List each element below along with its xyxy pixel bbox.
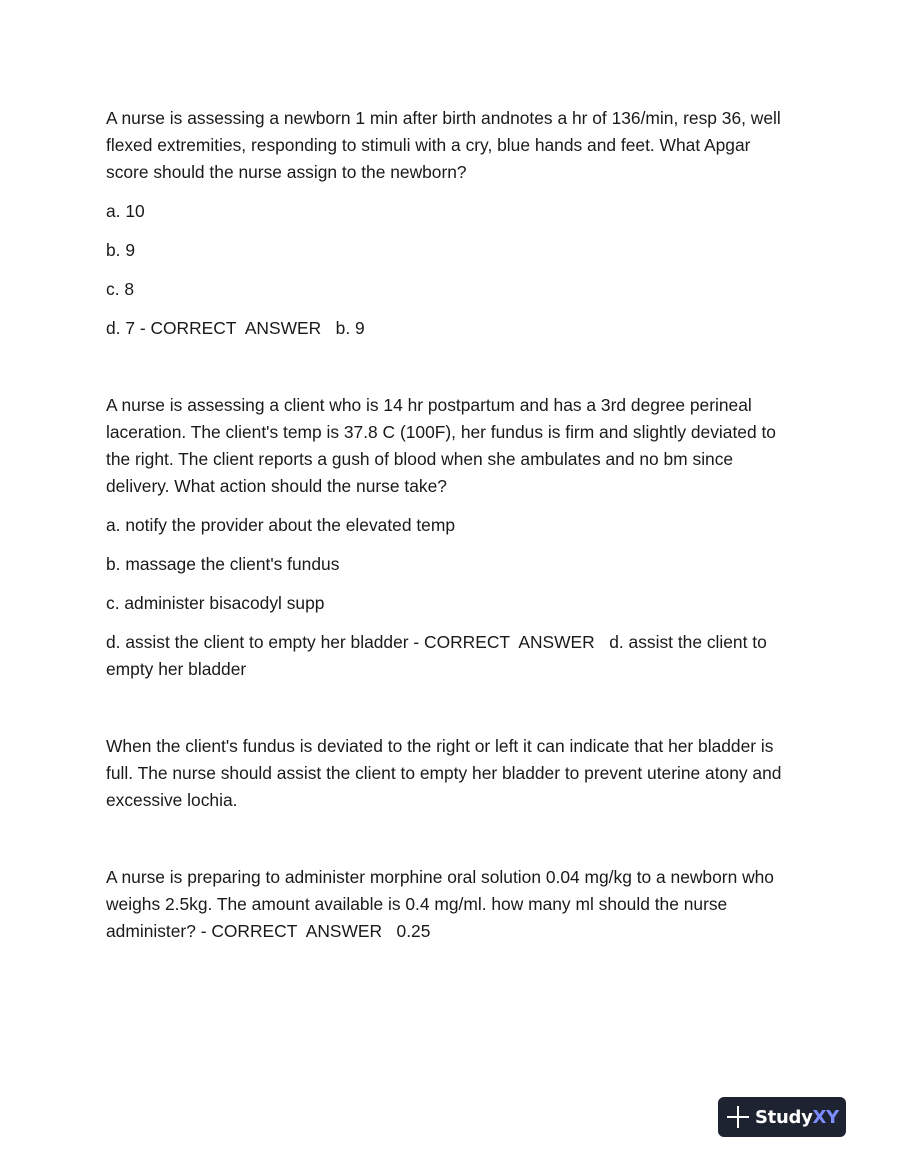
question-1-option-b: b. 9 bbox=[106, 240, 136, 260]
question-1-stem: A nurse is assessing a newborn 1 min after birth andnotes a hr of 136/min, resp 36, well flexed extremities, responding to stimuli with a cry, blue hands and feet. What Apgar score should the nurse assign to the newborn? bbox=[106, 108, 786, 182]
question-1-option-d-answer: d. 7 - CORRECT ANSWER b. 9 bbox=[106, 318, 365, 338]
question-2-option-d-answer: d. assist the client to empty her bladder - CORRECT ANSWER d. assist the client to empty her bladder bbox=[106, 632, 772, 679]
plus-icon bbox=[727, 1106, 749, 1128]
question-3-stem-answer: A nurse is preparing to administer morphine oral solution 0.04 mg/kg to a newborn who weighs 2.5kg. The amount available is 0.4 mg/ml. how many ml should the nurse administer? - CORRECT ANSWER 0.25 bbox=[106, 867, 779, 941]
question-2-rationale: When the client's fundus is deviated to the right or left it can indicate that her bladder is full. The nurse should assist the client to empty her bladder to prevent uterine atony and excessive lochia. bbox=[106, 736, 787, 810]
document-page bbox=[106, 105, 796, 945]
question-2-option-b: b. massage the client's fundus bbox=[106, 554, 340, 574]
question-1-option-c: c. 8 bbox=[106, 279, 135, 299]
question-2-option-a: a. notify the provider about the elevated temp bbox=[106, 515, 456, 535]
studyxy-logo-text: StudyXY bbox=[755, 1106, 839, 1128]
studyxy-badge[interactable] bbox=[718, 1097, 846, 1137]
question-1-option-a: a. 10 bbox=[106, 201, 145, 221]
question-2-stem: A nurse is assessing a client who is 14 hr postpartum and has a 3rd degree perineal laceration. The client's temp is 37.8 C (100F), her fundus is firm and slightly deviated to the right. The client reports a gush of blood when she ambulates and no bm since delivery. What action should the nurse take? bbox=[106, 395, 781, 496]
question-2-option-c: c. administer bisacodyl supp bbox=[106, 593, 325, 613]
